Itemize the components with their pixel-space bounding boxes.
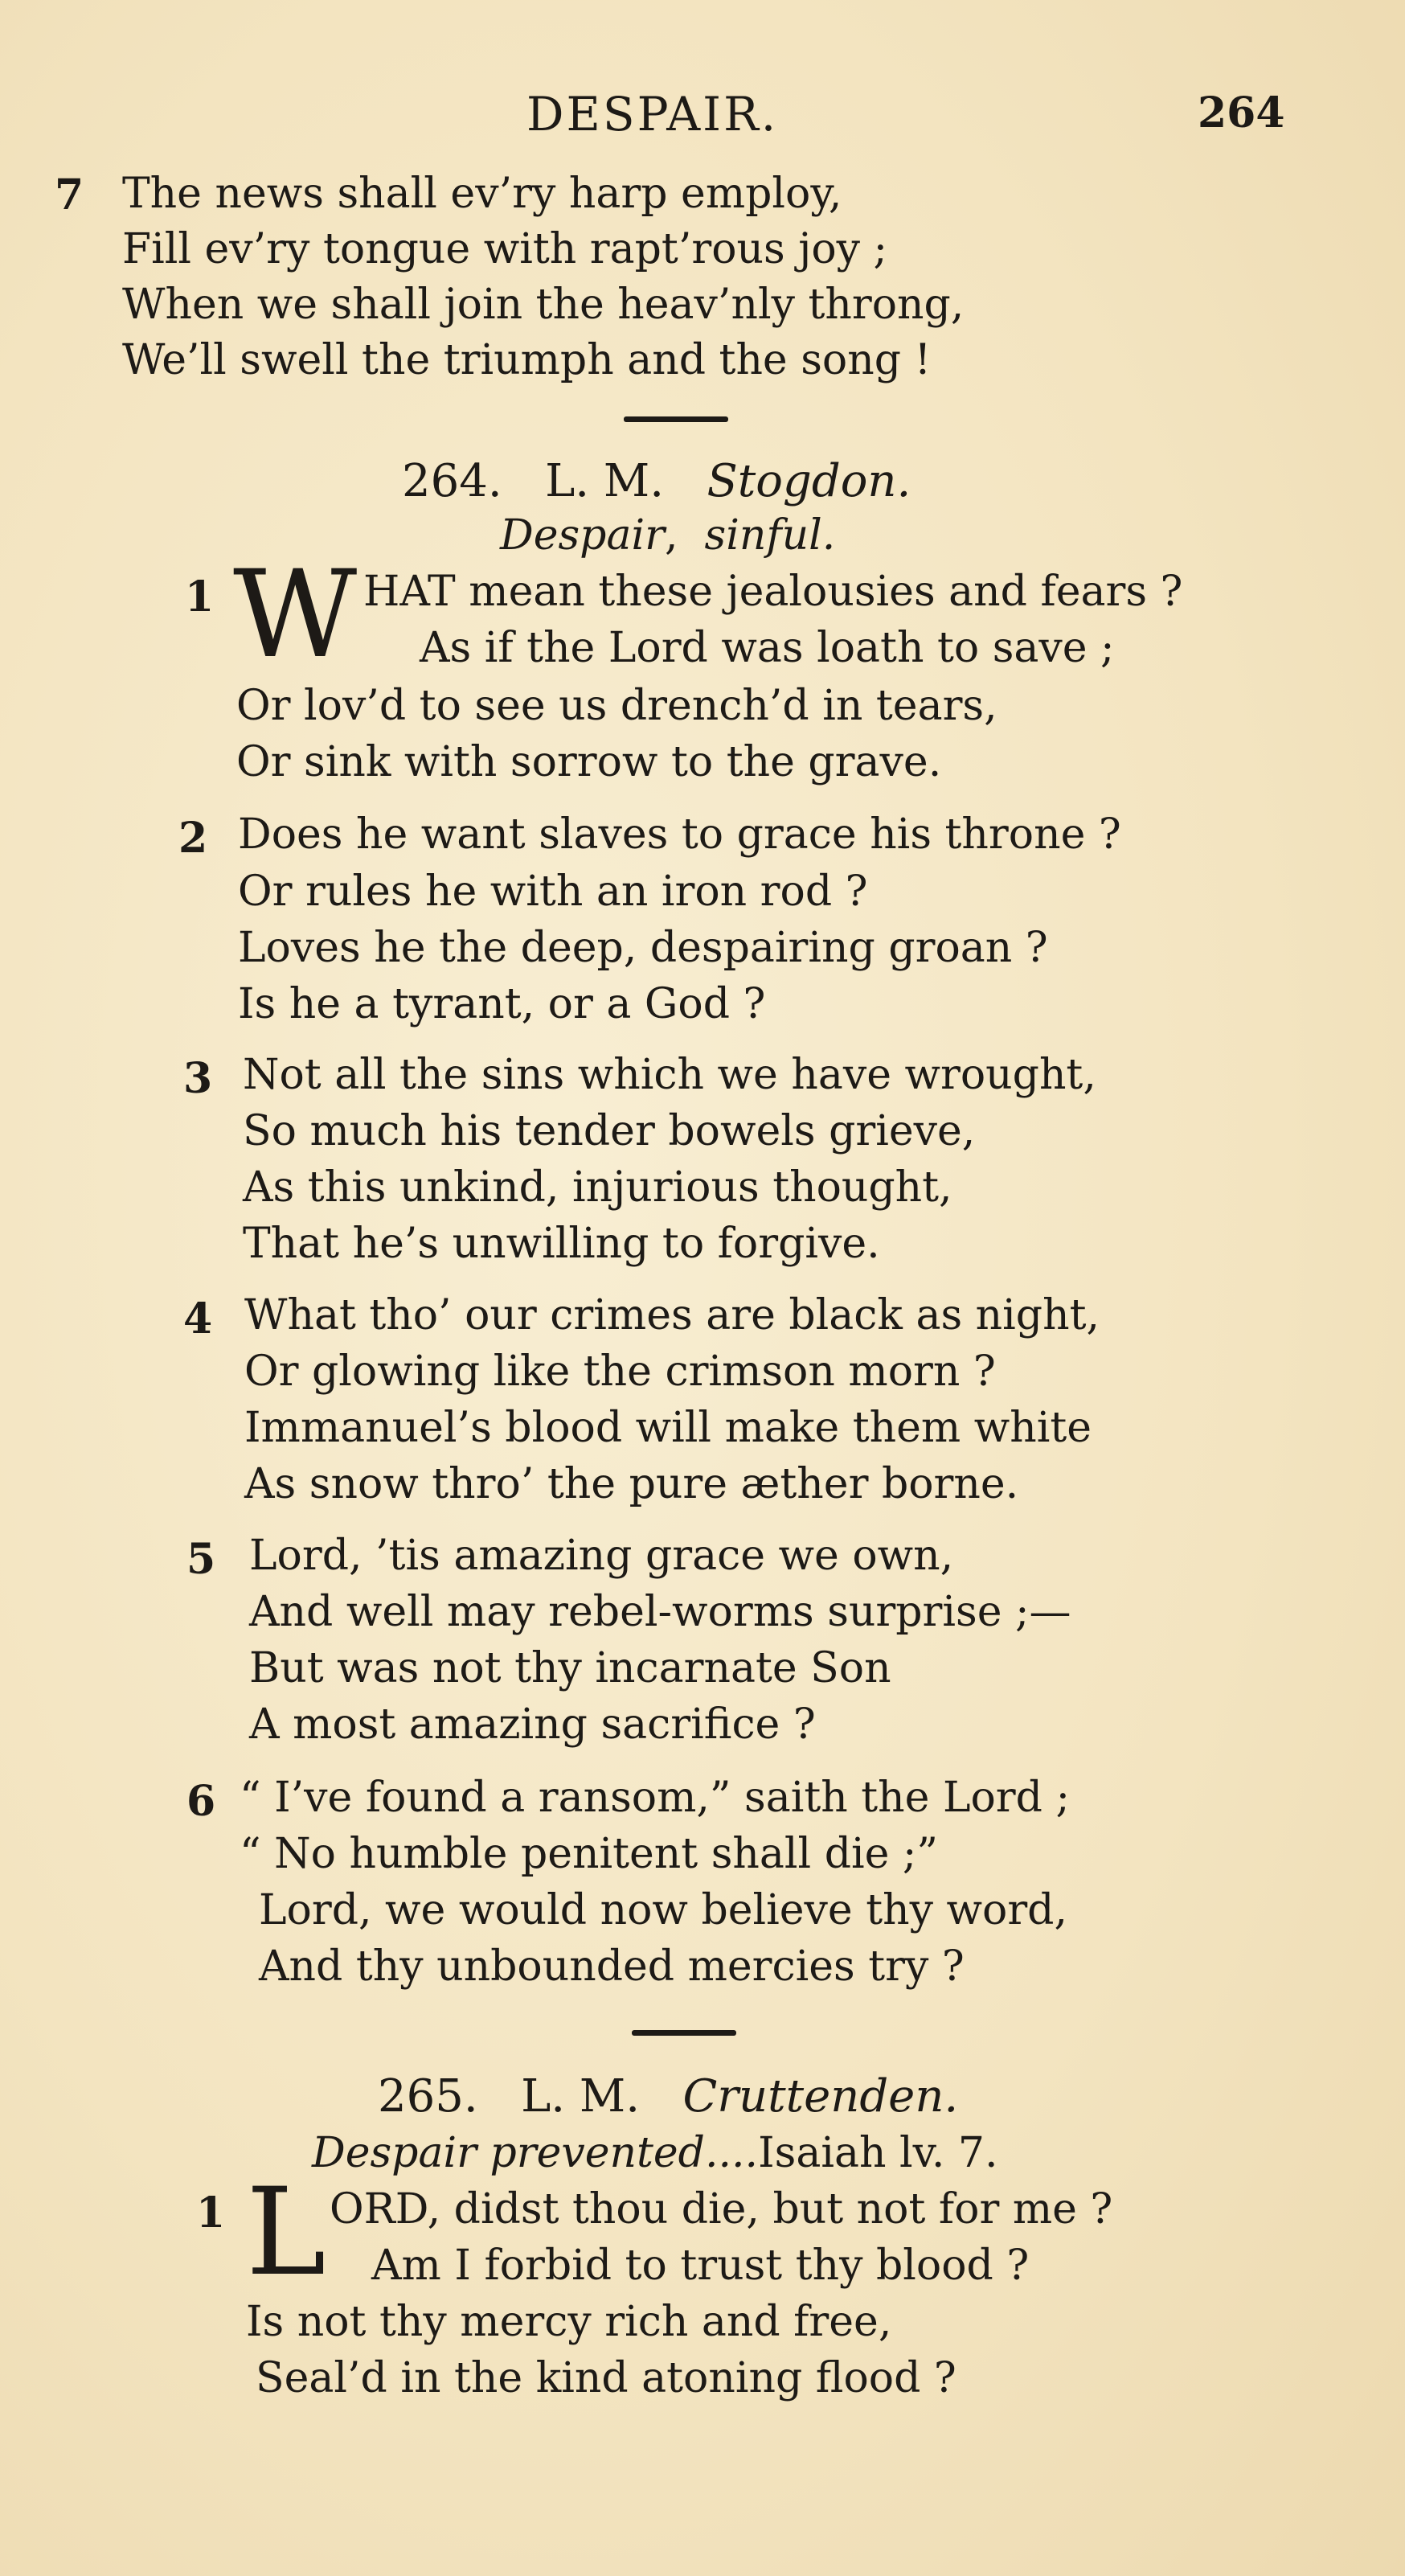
verse-line: So much his tender bowels grieve, [243, 1107, 976, 1155]
verse-line: When we shall join the heav’nly throng, [122, 281, 965, 329]
verse-line: Fill ev’ry tongue with rapt’rous joy ; [122, 225, 888, 273]
verse-line: What tho’ our crimes are black as night, [244, 1291, 1100, 1339]
verse-line: Or rules he with an iron rod ? [238, 868, 868, 916]
verse-line: Lord, we would now believe thy word, [259, 1886, 1068, 1934]
hymn-264-topic [500, 511, 835, 560]
verse-line: As snow thro’ the pure æther borne. [244, 1460, 1019, 1508]
hymn-number: 264. [402, 455, 502, 507]
verse-line: ORD, didst thou die, but not for me ? [330, 2185, 1113, 2233]
verse-line: Is he a tyrant, or a God ? [238, 980, 766, 1028]
verse-line: And well may rebel-worms surprise ;— [249, 1588, 1071, 1636]
verse-line: As if the Lord was loath to save ; [420, 624, 1115, 672]
verse-line: Lord, ’tis amazing grace we own, [249, 1532, 954, 1580]
stanza-number: 6 [186, 1777, 216, 1826]
drop-cap: W [233, 545, 358, 685]
verse-line: Or sink with sorrow to the grave. [236, 738, 942, 786]
stanza-number: 7 [55, 170, 84, 219]
page-number: 264 [1198, 88, 1285, 137]
verse-line: “ No humble penitent shall die ;” [240, 1830, 939, 1878]
verse-line: As this unkind, injurious thought, [243, 1163, 952, 1212]
stanza-number: 1 [185, 572, 215, 621]
verse-line: And thy unbounded mercies try ? [259, 1942, 965, 1991]
verse-line: Seal’d in the kind atoning flood ? [256, 2354, 956, 2402]
verse-line: The news shall ev’ry harp employ, [122, 170, 842, 218]
verse-line: Or lov’d to see us drench’d in tears, [236, 682, 997, 730]
hymn-subtopic: sinful. [704, 511, 836, 560]
hymn-meter: L. M. [545, 455, 665, 507]
verse-line: Not all the sins which we have wrought, [243, 1051, 1096, 1099]
verse-line: That he’s unwilling to forgive. [243, 1220, 880, 1268]
verse-line: Loves he the deep, despairing groan ? [238, 924, 1048, 972]
hymn-topic: Despair [500, 511, 665, 560]
section-divider [632, 2030, 736, 2036]
hymn-topic: Despair prevented.... [312, 2129, 759, 2177]
verse-line: But was not thy incarnate Son [249, 1644, 891, 1692]
verse-line: Am I forbid to trust thy blood ? [371, 2242, 1030, 2290]
hymn-265-heading [378, 2070, 958, 2123]
scripture-reference: Isaiah lv. 7. [758, 2129, 998, 2177]
verse-line: Immanuel’s blood will make them white [244, 1404, 1092, 1452]
section-divider [624, 416, 728, 422]
stanza-number: 1 [196, 2188, 226, 2238]
stanza-number: 4 [183, 1294, 213, 1343]
verse-line: Does he want slaves to grace his throne ? [238, 810, 1121, 859]
verse-line: We’ll swell the triumph and the song ! [122, 336, 932, 384]
stanza-number: 5 [186, 1535, 216, 1584]
hymn-265-topic [312, 2129, 997, 2177]
drop-cap: L [246, 2163, 326, 2303]
hymn-264-heading [402, 455, 911, 507]
hymn-number: 265. [378, 2070, 478, 2123]
hymn-tune: Cruttenden. [682, 2070, 959, 2123]
verse-line: Or glowing like the crimson morn ? [244, 1347, 996, 1396]
stanza-number: 2 [178, 814, 208, 863]
verse-line: HAT mean these jealousies and fears ? [363, 568, 1183, 616]
verse-line: “ I’ve found a ransom,” saith the Lord ; [240, 1774, 1070, 1822]
topic-separator: , [664, 511, 678, 560]
hymn-tune: Stogdon. [707, 455, 911, 507]
running-header-title: DESPAIR. [526, 87, 779, 142]
verse-line: A most amazing sacrifice ? [249, 1700, 816, 1749]
verse-line: Is not thy mercy rich and free, [246, 2298, 892, 2346]
hymn-meter: L. M. [521, 2070, 641, 2123]
stanza-number: 3 [183, 1054, 213, 1103]
